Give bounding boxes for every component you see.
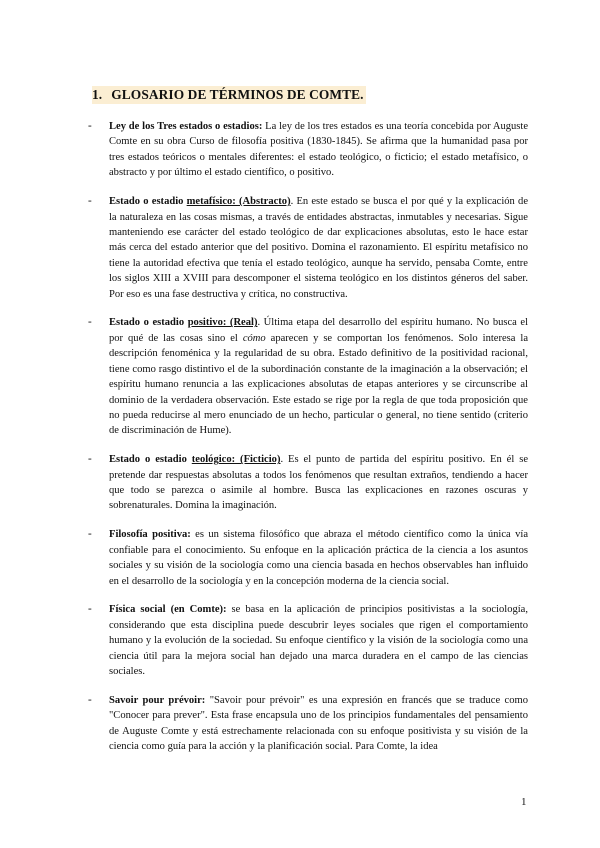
bullet-dash: - [88, 195, 92, 208]
glossary-term: Savoir pour prévoir: [109, 695, 206, 706]
glossary-entry [109, 452, 528, 514]
glossary-definition: . Última etapa del desarrollo del espíritu humano. No busca el por qué de las cosas sino el [109, 317, 529, 344]
glossary-definition-continued: aparecen y se comportan los fenómenos. Solo interesa la descripción fenoménica y la regularidad de su obra. Estado definitivo de la positividad racional, tiene como rasgo distintivo el de la subordinación constante de la imaginación a la observación; el espíritu humano renuncia a las explicaciones absolutas de etapas anteriores y se circunscribe al dominio de la verdadera observación. Este estado se rige por la regla de que toda proposición que no pueda reducirse al mero enunciado de un hecho, particular o general, no tiene sentido (criterio de discriminación de Hume). [109, 332, 529, 437]
glossary-term: Ley de los Tres estados o estadios: [109, 121, 263, 132]
bullet-dash: - [88, 453, 92, 466]
glossary-list [88, 119, 528, 768]
glossary-entry [109, 194, 528, 302]
bullet-dash: - [88, 120, 92, 132]
glossary-term-underlined: positivo: (Real) [187, 317, 258, 329]
glossary-item [88, 194, 528, 302]
section-heading [92, 86, 366, 104]
glossary-definition: se basa en la aplicación de principios positivistas a la sociología, considerando que esta disciplina puede descubrir leyes sociales que rigen el comportamiento humano y la evolución de la sociedad. Su enfoque científico y la visión de la sociología como una ciencia útil para la mejora social han dejado una marca duradera en el campo de las ciencias sociales. [109, 604, 528, 678]
section-number: 1. [92, 87, 103, 102]
glossary-term: Filosofía positiva: [109, 529, 191, 541]
glossary-item [88, 452, 528, 514]
glossary-term-underlined: teológico: (Ficticio) [191, 454, 281, 466]
bullet-dash: - [88, 603, 92, 616]
glossary-term: Estado o estadio [109, 317, 188, 329]
glossary-entry [109, 315, 528, 438]
glossary-definition: . Es el punto de partida del espíritu positivo. En él se pretende dar respuestas absolutas a todos los fenómenos que resultan extraños, tendiendo a hacer que todo se parezca o asimile al hombre. Busca las explicaciones en razones oscuras y sobrenaturales. Domina la imaginación. [109, 454, 529, 512]
glossary-definition: "Savoir pour prévoir" es una expresión en francés que se traduce como "Conocer para prever". Esta frase encapsula uno de los principios fundamentales del pensamiento de Auguste Comte y está estrechamente relacionada con su enfoque positivista y su visión de la ciencia como guía para la acción y la planificación social. Para Comte, la idea [109, 695, 528, 753]
glossary-entry [109, 602, 528, 679]
glossary-definition: La ley de los tres estados es una teoría concebida por Auguste Comte en su obra Curso de filosofía positiva (1830-1845). Se afirma que la humanidad pasa por tres estados teóricos o mentales diferentes: el estado teológico, o ficticio; el estado metafísico, o abstracto y por último el estado científico, o positivo. [109, 121, 528, 179]
bullet-dash: - [88, 316, 92, 329]
glossary-term: Física social (en Comte): [109, 604, 227, 616]
glossary-definition: es un sistema filosófico que abraza el método científico como la única vía confiable para el conocimiento. Su enfoque en la aplicación práctica de la ciencia a los asuntos sociales y su visión de la sociología como una ciencia basada en hechos observables han influido en el desarrollo de la sociología y en la concepción moderna de la ciencia social. [109, 529, 529, 587]
glossary-term: Estado o estadio [109, 454, 192, 466]
glossary-entry [109, 527, 528, 589]
bullet-dash: - [88, 528, 92, 541]
glossary-item [88, 693, 528, 755]
page-number: 1 [521, 796, 527, 808]
glossary-item [88, 602, 528, 679]
glossary-item [88, 527, 528, 589]
glossary-entry [109, 693, 528, 755]
glossary-term-underlined: metafísico: (Abstracto) [186, 196, 291, 208]
glossary-item [88, 315, 528, 438]
bullet-dash: - [88, 694, 92, 706]
emphasized-word: cómo [242, 332, 266, 344]
glossary-entry [109, 119, 528, 181]
glossary-item [88, 119, 528, 181]
glossary-term: Estado o estadio [109, 196, 187, 208]
section-title: GLOSARIO DE TÉRMINOS DE COMTE. [111, 87, 364, 102]
glossary-definition: . En este estado se busca el por qué y la explicación de la naturaleza en las cosas mismas, a través de entidades abstractas, inmutables y necesarias. Sigue manteniendo ese carácter del estado teológico de dar explicaciones absolutas, esto le hace estar más cerca del estado anterior que del positivo. Domina el razonamiento. El espíritu metafísico no tiene la autoridad efectiva que tenía el estado teológico, aunque ha servido, pensaba Comte, entre los siglos XIII a XVIII para descomponer el sistema teológico en los distintos géneros del saber. Por eso es una fase destructiva y crítica, no constructiva. [109, 196, 529, 300]
